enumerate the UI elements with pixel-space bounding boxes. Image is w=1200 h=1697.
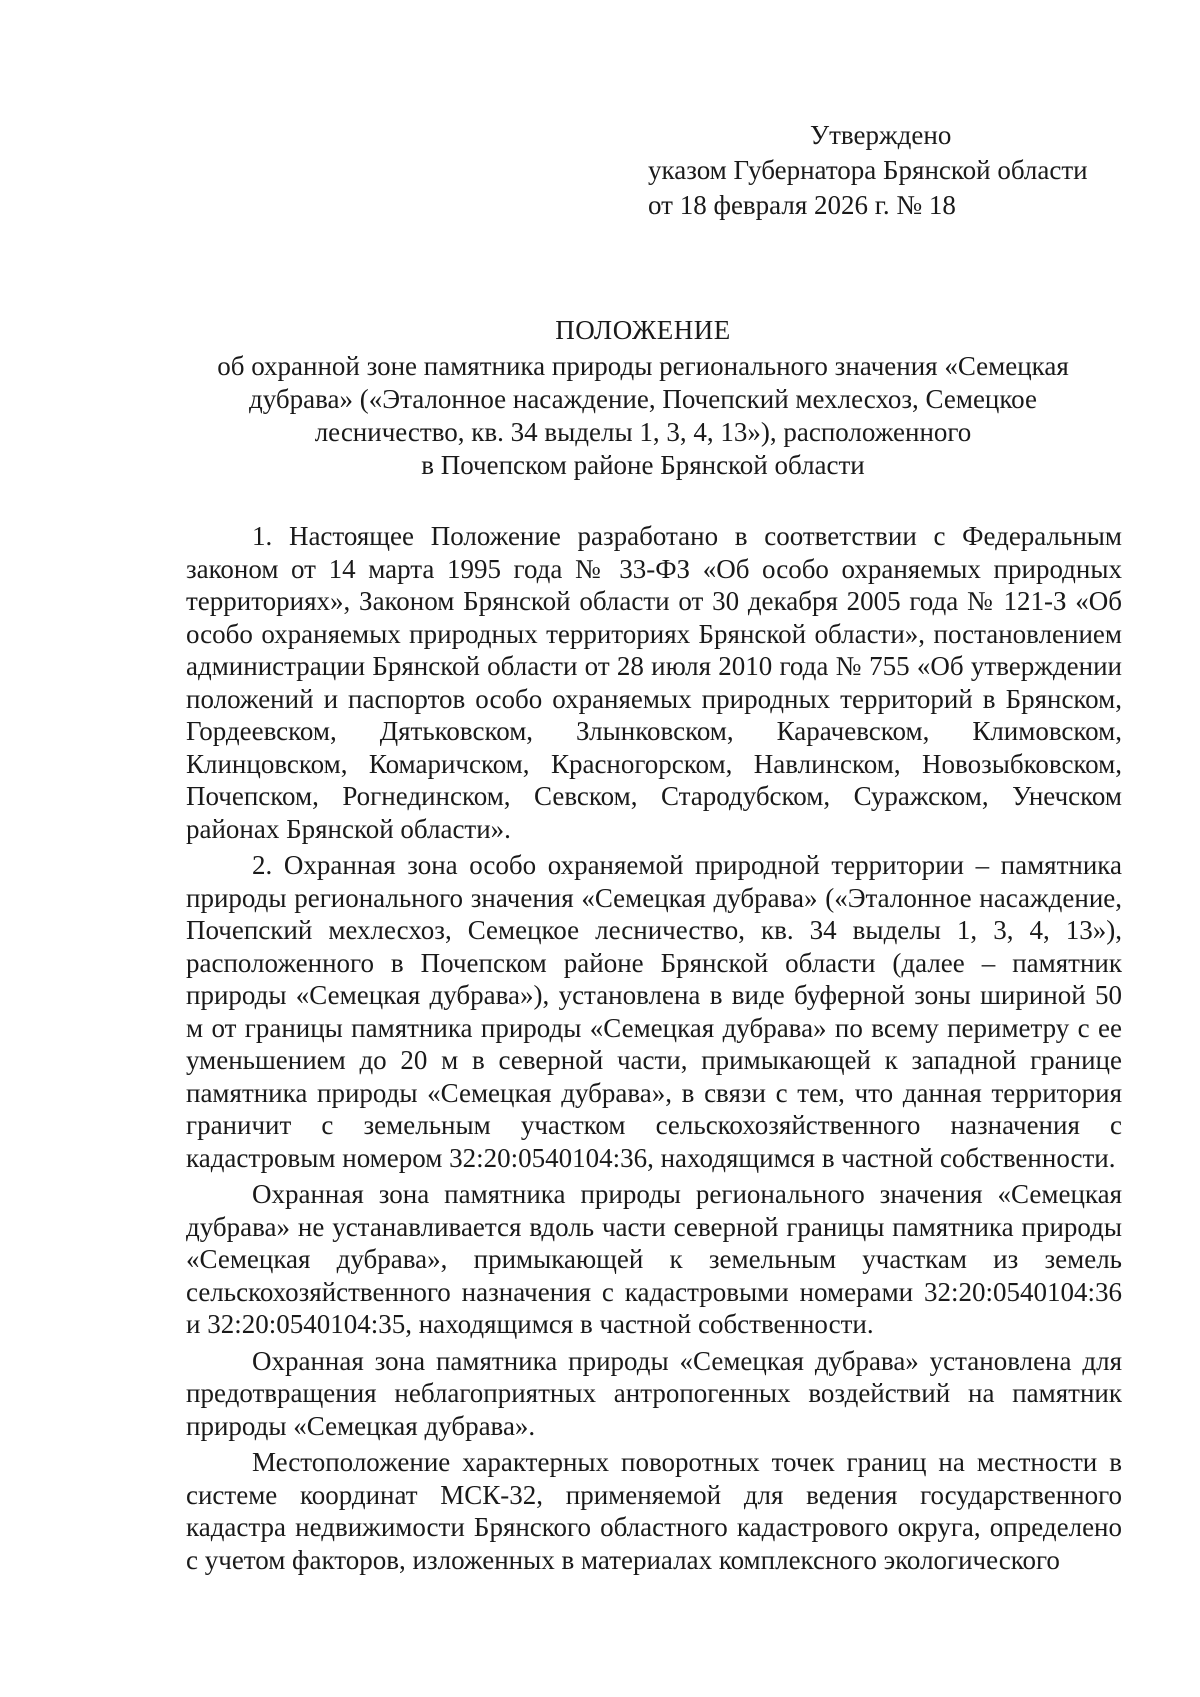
approval-heading: Утверждено <box>810 120 952 150</box>
paragraph-2-continued-a: Охранная зона памятника природы регионального значения «Семецкая дубрава» не устанавливается вдоль части северной границы памятника природы «Семецкая дубрава», примыкающей к земельным участкам из земель сельскохозяйственного назначения с кадастровыми номерами 32:20:0540104:36 и 32:20:0540104:35, находящимся в частной собственности. <box>186 1179 1122 1339</box>
title-line: дубрава» («Эталонное насаждение, Почепский мехлесхоз, Семецкое <box>249 384 1037 414</box>
paragraph-1: 1. Настоящее Положение разработано в соответствии с Федеральным законом от 14 марта 1995 года № 33-ФЗ «Об особо охраняемых природных территориях», Законом Брянской области от 30 декабря 2005 года № 121-З «Об особо охраняемых природных территориях Брянской области», постановлением администрации Брянской области от 28 июля 2010 года № 755 «Об утверждении положений и паспортов особо охраняемых природных территорий в Брянском, Гордеевском, Дятьковском, Злынковском, Карачевском, Климовском, Клинцовском, Комаричском, Красногорском, Навлинском, Новозыбковском, Почепском, Рогнединском, Севском, Стародубском, Суражском, Унечском районах Брянской области». <box>186 521 1122 844</box>
document-title <box>178 314 1108 482</box>
paragraph-2-continued-b: Охранная зона памятника природы «Семецкая дубрава» установлена для предотвращения неблагоприятных антропогенных воздействий на памятник природы «Семецкая дубрава». <box>186 1345 1122 1441</box>
title-line: об охранной зоне памятника природы регионального значения «Семецкая <box>217 351 1069 381</box>
approval-decree-line: указом Губернатора Брянской области <box>648 155 1088 185</box>
approval-date-line: от 18 февраля 2026 г. № 18 <box>648 190 956 220</box>
document-body <box>186 520 1122 1576</box>
title-heading: ПОЛОЖЕНИЕ <box>555 315 731 345</box>
approval-block <box>648 118 1148 223</box>
paragraph-2: 2. Охранная зона особо охраняемой природной территории – памятника природы регионального значения «Семецкая дубрава» («Эталонное насаждение, Почепский мехлесхоз, Семецкое лесничество, кв. 34 выделы 1, 3, 4, 13»), расположенного в Почепском районе Брянской области (далее – памятник природы «Семецкая дубрава»), установлена в виде буферной зоны шириной 50 м от границы памятника природы «Семецкая дубрава» по всему периметру с ее уменьшением до 20 м в северной части, примыкающей к западной границе памятника природы «Семецкая дубрава», в связи с тем, что данная территория граничит с земельным участком сельскохозяйственного назначения с кадастровым номером 32:20:0540104:36, находящимся в частной собственности. <box>186 850 1122 1173</box>
title-line: в Почепском районе Брянской области <box>421 450 865 480</box>
paragraph-2-continued-c: Местоположение характерных поворотных точек границ на местности в системе координат МСК-32, применяемой для ведения государственного кадастра недвижимости Брянского областного кадастрового округа, определено с учетом факторов, изложенных в материалах комплексного экологического <box>186 1447 1122 1575</box>
title-line: лесничество, кв. 34 выделы 1, 3, 4, 13»), расположенного <box>314 417 972 447</box>
